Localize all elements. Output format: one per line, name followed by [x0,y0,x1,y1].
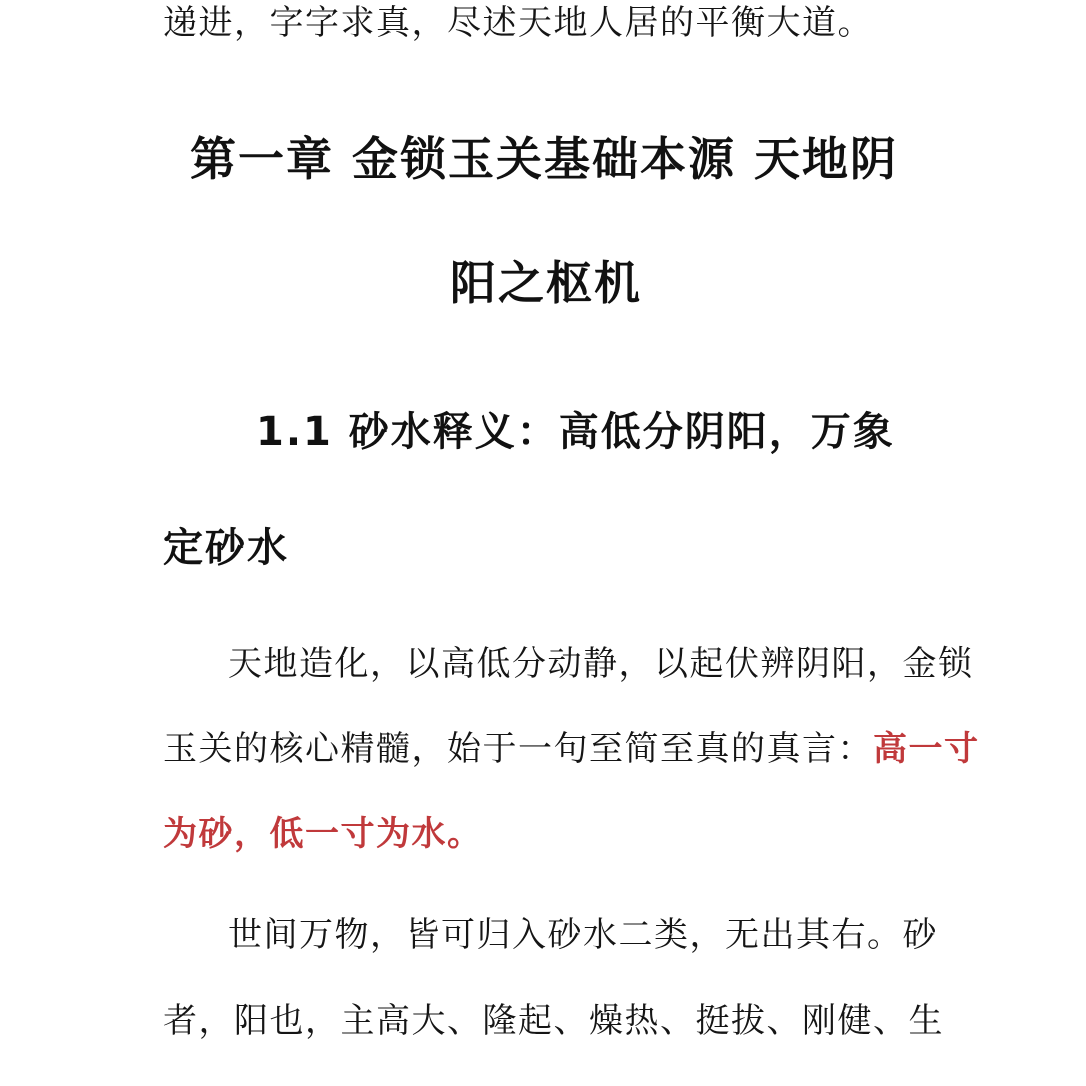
chapter-title-line-1: 第一章 金锁玉关基础本源 天地阴 [190,132,899,186]
section-title-line-2: 定砂水 [163,525,289,571]
chapter-title-line-2: 阳之枢机 [450,256,642,310]
key-phrase-highlight: 高一寸 [873,729,980,769]
paragraph-1-line-2 [163,729,980,769]
key-phrase-highlight-continued: 为砂，低一寸为水。 [163,814,483,854]
paragraph-2-line-2: 者，阳也，主高大、隆起、燥热、挺拔、刚健、生 [163,1001,944,1041]
section-title-line-1: 1.1 砂水释义：高低分阴阳，万象 [256,409,895,455]
paragraph-2-line-1: 世间万物，皆可归入砂水二类，无出其右。砂 [228,915,938,955]
paragraph-1-line-2-text: 玉关的核心精髓，始于一句至简至真的真言： [163,729,873,769]
paragraph-1-line-1: 天地造化，以高低分动静，以起伏辨阴阳，金锁 [228,644,974,684]
intro-tail-line: 递进，字字求真，尽述天地人居的平衡大道。 [163,3,873,43]
